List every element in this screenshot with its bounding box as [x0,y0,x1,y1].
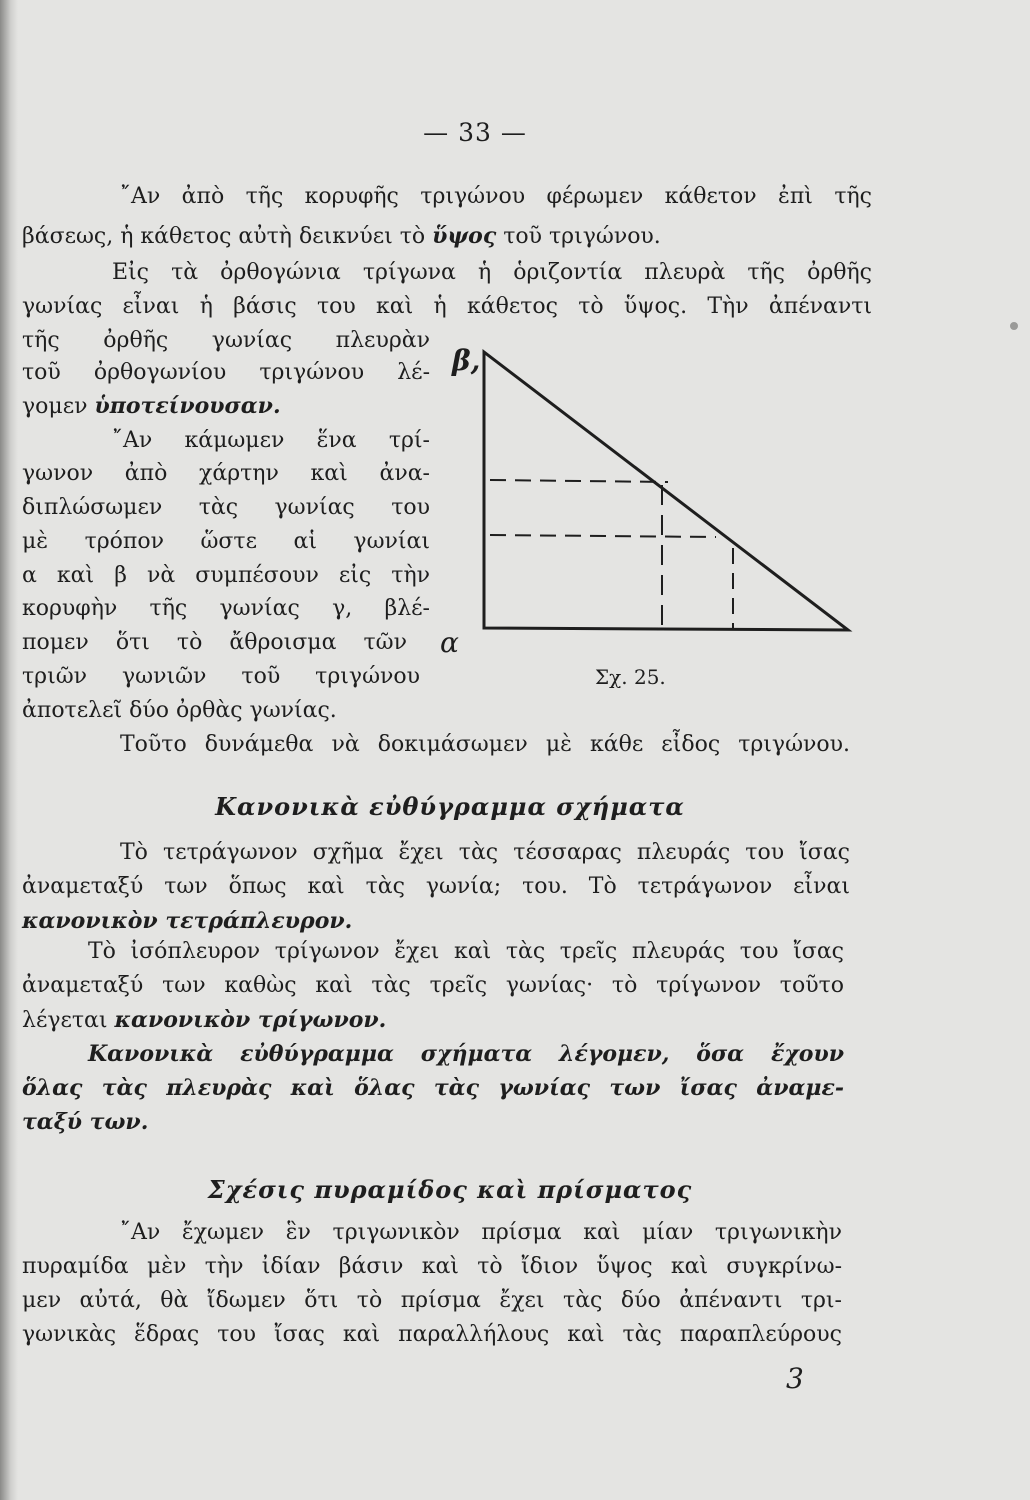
p2-line-2: γωνίας εἶναι ἡ βάσις του καὶ ἡ κάθετος τὸ ὕψος. Τὴν ἀπέναντι [22,294,872,319]
term-hypotenuse: ὑποτείνουσαν. [94,393,281,419]
p2-line-5 [22,395,281,418]
term-height: ὕψος [432,223,497,249]
s1-definition-line-1: Κανονικὰ εὐθύγραμμα σχήματα λέγομεν, ὅσα ἔχουν [88,1041,844,1067]
p1-line-2-text: βάσεως, ἡ κάθετος αὐτὴ δεικνύει τὸ [22,224,433,249]
label-a: α [440,626,459,659]
p3-line-6: κορυφὴν τῆς γωνίας γ, βλέ- [22,596,430,621]
fold-line-2 [490,535,716,537]
paper-spot [1010,322,1018,330]
s1-definition-line-3: ταξύ των. [22,1109,149,1135]
s2-p1-line-4: γωνικὰς ἕδρας του ἴσας καὶ παραλλήλους καὶ τὰς παραπλεύρους [22,1322,842,1347]
section-heading-pyramid-prism: Σχέσις πυραμίδος καὶ πρίσματος [207,1175,693,1204]
p2-line-1: Εἰς τὰ ὀρθογώνια τρίγωνα ἡ ὁριζοντία πλευρὰ τῆς ὀρθῆς [112,260,872,285]
s1-p1-line-1: Τὸ τετράγωνον σχῆμα ἔχει τὰς τέσσαρας πλευράς του ἴσας [120,840,850,865]
page-number: — 33 — [423,118,527,147]
s1-p2-line-2: ἀναμεταξύ των καθὼς καὶ τὰς τρεῖς γωνίας· τὸ τρίγωνον τοῦτο [22,973,844,998]
p2-line-5-text: γομεν [22,394,95,419]
term-regular-triangle: κανονικὸν τρίγωνον. [114,1007,387,1033]
s1-p2-line-3-text: λέγεται [22,1008,115,1033]
term-regular-quadrilateral: κανονικὸν τετράπλευρον. [22,908,353,934]
s2-p1-line-3: μεν αὐτά, θὰ ἴδωμεν ὅτι τὸ πρίσμα ἔχει τὰς δύο ἀπέναντι τρι- [22,1288,842,1313]
p3-line-8: τριῶν γωνιῶν τοῦ τριγώνου [22,664,420,689]
p1-line-2 [22,225,661,248]
p3-line-4: μὲ τρόπον ὥστε αἱ γωνίαι [22,529,430,554]
s1-definition-line-2: ὅλας τὰς πλευρὰς καὶ ὅλας τὰς γωνίας των ἴσας ἀναμε- [22,1075,844,1101]
signature-mark: 3 [786,1362,804,1395]
fold-line-1 [490,480,668,482]
figure-25-triangle [440,330,860,690]
s2-p1-line-2: πυραμίδα μὲν τὴν ἰδίαν βάσιν καὶ τὸ ἴδιον ὕψος καὶ συγκρίνω- [22,1254,842,1279]
p2-line-4: τοῦ ὀρθογωνίου τριγώνου λέ- [22,360,430,385]
s1-p1-line-2: ἀναμεταξύ των ὅπως καὶ τὰς γωνία; του. Τὸ τετράγωνον εἶναι [22,874,850,899]
p1-line-2-end: τοῦ τριγώνου. [496,224,661,249]
figure-caption: Σχ. 25. [595,665,666,689]
s1-p2-line-1: Τὸ ἰσόπλευρον τρίγωνον ἔχει καὶ τὰς τρεῖς πλευράς του ἴσας [88,939,844,964]
triangle-outline [484,352,848,630]
p3-line-1: ῎Αν κάμωμεν ἕνα τρί- [112,428,430,453]
p3-line-3: διπλώσωμεν τὰς γωνίας του [22,495,430,520]
section-heading-regular-figures: Κανονικὰ εὐθύγραμμα σχήματα [215,792,685,821]
s1-p2-line-3 [22,1009,386,1032]
p3-line-7: πομεν ὅτι τὸ ἄθροισμα τῶν [22,630,407,655]
page-edge-shadow [0,0,18,1500]
p3-line-2: γωνον ἀπὸ χάρτην καὶ ἀνα- [22,461,430,486]
p3-line-10: Τοῦτο δυνάμεθα νὰ δοκιμάσωμεν μὲ κάθε εἶδος τριγώνου. [120,732,850,757]
p3-line-5: α καὶ β νὰ συμπέσουν εἰς τὴν [22,563,430,588]
label-b: β, [452,344,481,377]
p2-line-3: τῆς ὀρθῆς γωνίας πλευρὰν [22,328,430,353]
s2-p1-line-1: ῎Αν ἔχωμεν ἓν τριγωνικὸν πρίσμα καὶ μίαν τριγωνικὴν [120,1220,842,1245]
p1-line-1: ῎Αν ἀπὸ τῆς κορυφῆς τριγώνου φέρωμεν κάθετον ἐπὶ τῆς [120,184,872,209]
p3-line-9: ἀποτελεῖ δύο ὀρθὰς γωνίας. [22,698,337,723]
